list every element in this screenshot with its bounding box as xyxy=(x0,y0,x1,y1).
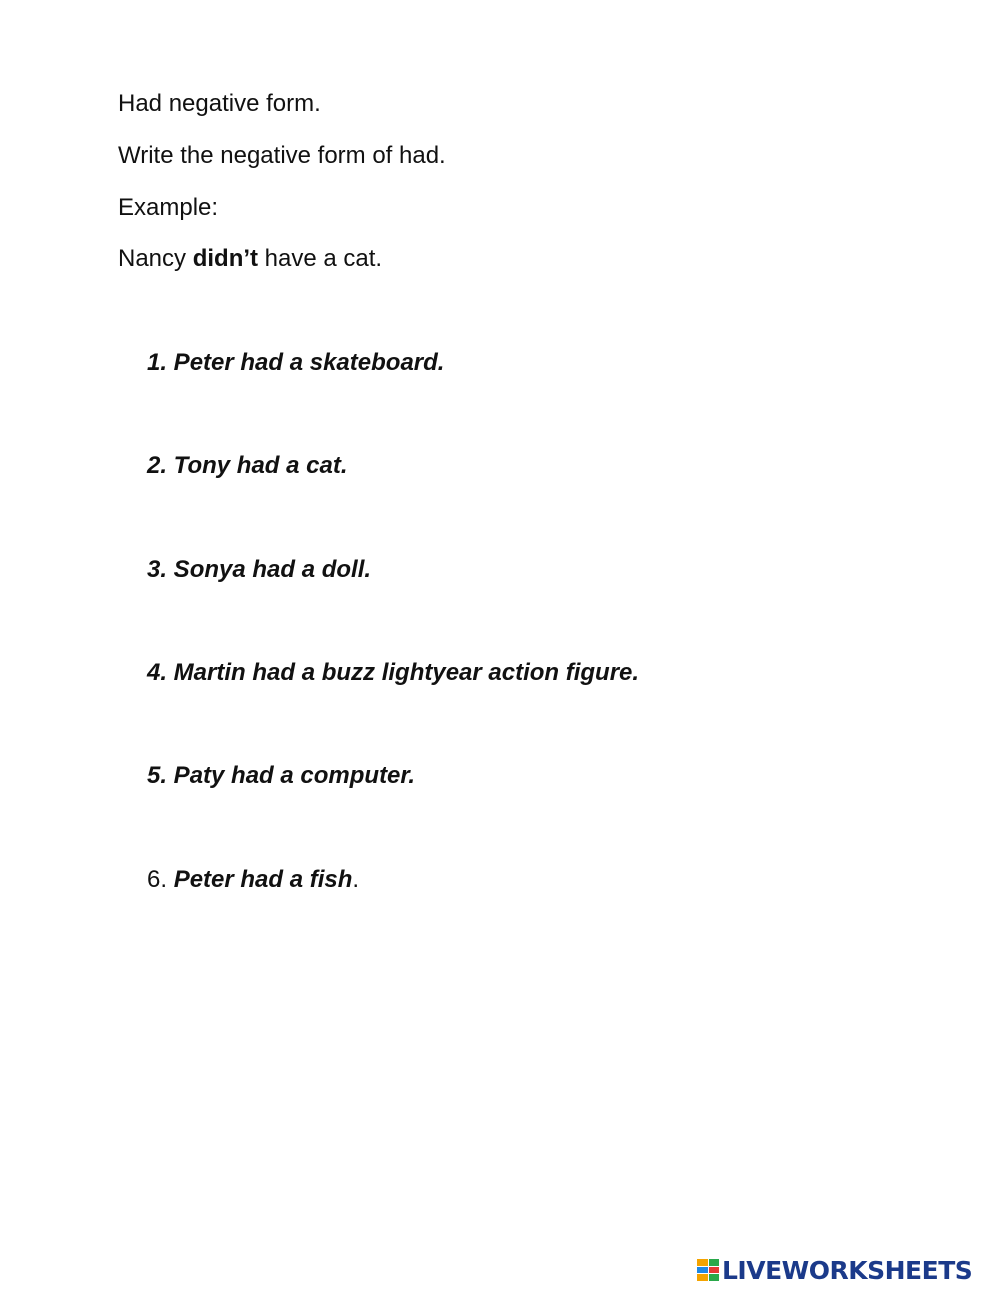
logo-mark-block xyxy=(709,1267,720,1274)
example-label: Example: xyxy=(118,194,219,221)
logo-mark-block xyxy=(709,1274,720,1281)
worksheet-title: Had negative form. xyxy=(118,90,321,117)
exercise-item-4: 4. Martin had a buzz lightyear action figure. xyxy=(147,659,640,686)
logo-mark-block xyxy=(697,1274,708,1281)
logo-mark-block xyxy=(709,1259,720,1266)
example-sentence xyxy=(118,244,382,274)
exercise-item-6-period: . xyxy=(352,866,360,893)
exercise-item-5: 5. Paty had a computer. xyxy=(147,762,416,789)
example-bold-word: didn’t xyxy=(192,245,259,272)
exercise-item-3: 3. Sonya had a doll. xyxy=(147,556,372,583)
example-before: Nancy xyxy=(118,245,193,272)
liveworksheets-logo-icon xyxy=(697,1259,719,1281)
exercise-item-6-sentence: Peter had a fish xyxy=(173,866,353,893)
logo-mark-block xyxy=(697,1267,708,1274)
instruction-text: Write the negative form of had. xyxy=(118,142,446,169)
example-after: have a cat. xyxy=(258,245,383,272)
logo-mark-block xyxy=(697,1259,708,1266)
exercise-item-6-number: 6. xyxy=(147,866,174,893)
exercise-item-2: 2. Tony had a cat. xyxy=(147,452,348,479)
exercise-item-1: 1. Peter had a skateboard. xyxy=(147,349,445,376)
exercise-item-6 xyxy=(147,865,359,895)
liveworksheets-logo[interactable] xyxy=(697,1257,972,1283)
liveworksheets-logo-text: LIVEWORKSHEETS xyxy=(722,1255,973,1285)
